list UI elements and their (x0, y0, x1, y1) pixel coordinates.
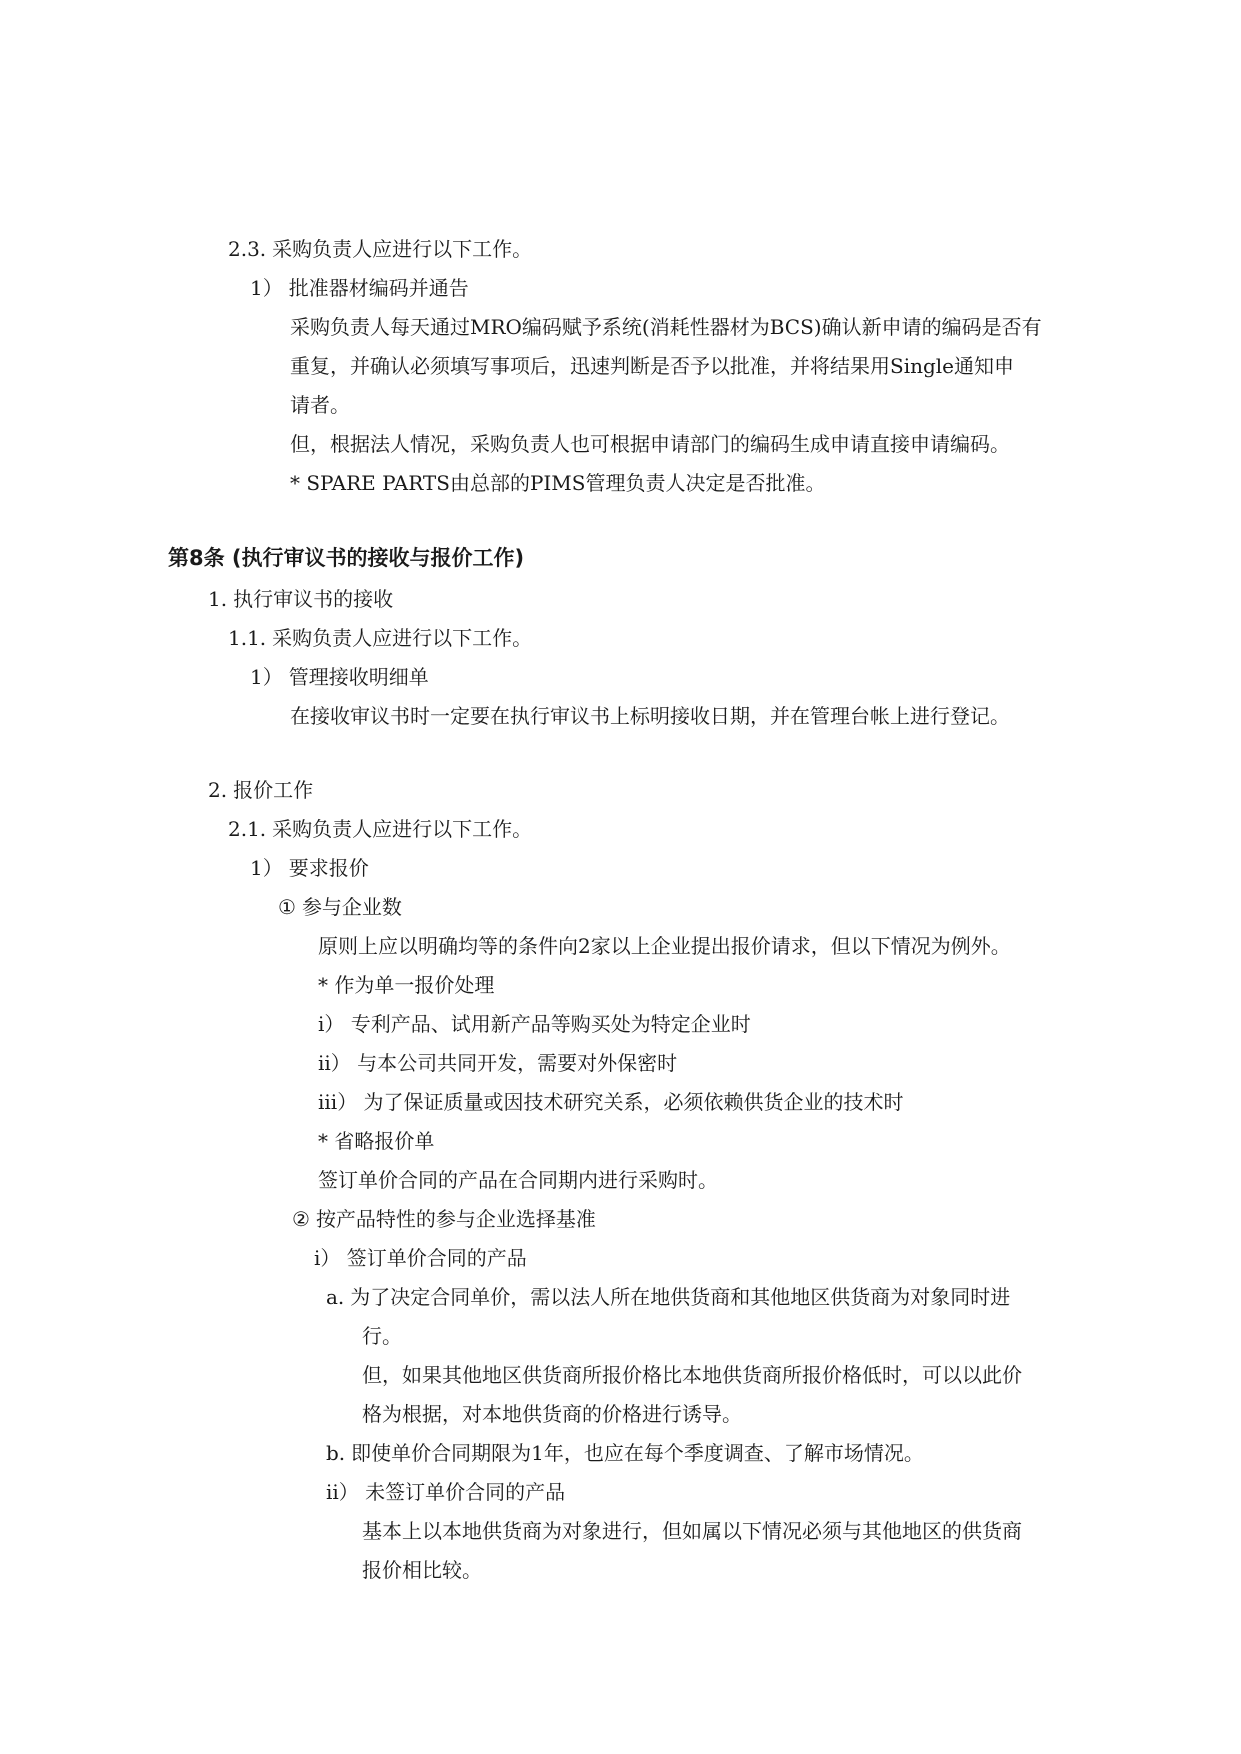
item-number: 1） (250, 856, 283, 880)
paragraph: 请者。 (290, 393, 350, 417)
section-text: 采购负责人应进行以下工作。 (272, 626, 533, 650)
subitem-title: 参与企业数 (301, 895, 402, 919)
heading-1 (208, 587, 393, 611)
section-number: 2.1. (228, 817, 267, 841)
section-number: 1.1. (228, 626, 267, 650)
letter-text: 为了决定合同单价，需以法人所在地供货商和其他地区供货商为对象同时进 (350, 1285, 1011, 1309)
heading-2-1 (228, 817, 532, 841)
section-number: 2.3. (228, 237, 267, 261)
subitem-title: 按产品特性的参与企业选择基准 (315, 1207, 596, 1231)
paragraph: 基本上以本地供货商为对象进行，但如属以下情况必须与其他地区的供货商 (362, 1519, 1022, 1543)
roman-item: i） 签订单价合同的产品 (314, 1246, 527, 1270)
note-single-quote: * 作为单一报价处理 (318, 973, 495, 997)
roman-item: iii） 为了保证质量或因技术研究关系，必须依赖供货企业的技术时 (318, 1090, 904, 1114)
letter-item-a (326, 1285, 1010, 1309)
section-title: 报价工作 (233, 778, 314, 802)
paragraph: 重复，并确认必须填写事项后，迅速判断是否予以批准，并将结果用Single通知申 (290, 354, 1015, 378)
article-8-title: 第8条 (执行审议书的接收与报价工作) (168, 546, 525, 570)
section-title: 执行审议书的接收 (233, 587, 394, 611)
item-title: 批准器材编码并通告 (288, 276, 469, 300)
paragraph: 报价相比较。 (362, 1558, 482, 1582)
heading-1-1 (228, 626, 532, 650)
section-text: 采购负责人应进行以下工作。 (272, 237, 533, 261)
paragraph: 格为根据，对本地供货商的价格进行诱导。 (362, 1402, 742, 1426)
roman-item: ii） 与本公司共同开发，需要对外保密时 (318, 1051, 678, 1075)
section-number: 2. (208, 778, 228, 802)
paragraph: 签订单价合同的产品在合同期内进行采购时。 (318, 1168, 718, 1192)
section-text: 采购负责人应进行以下工作。 (272, 817, 533, 841)
section-number: 1. (208, 587, 228, 611)
heading-2-3 (228, 237, 532, 261)
item-1-request-quote (250, 856, 369, 880)
paragraph: 但，如果其他地区供货商所报价格比本地供货商所报价格低时，可以以此价 (362, 1363, 1022, 1387)
note-spare-parts: * SPARE PARTS由总部的PIMS管理负责人决定是否批准。 (290, 471, 826, 495)
roman-item: i） 专利产品、试用新产品等购买处为特定企业时 (318, 1012, 751, 1036)
item-1-approve-code (250, 276, 469, 300)
circle-number: ② (292, 1207, 310, 1231)
letter-number: b. (326, 1441, 346, 1465)
letter-number: a. (326, 1285, 345, 1309)
letter-item-b (326, 1441, 924, 1465)
subitem-2-selection-criteria (292, 1207, 596, 1231)
note-omit-quote: * 省略报价单 (318, 1129, 435, 1153)
paragraph: 但，根据法人情况，采购负责人也可根据申请部门的编码生成申请直接申请编码。 (290, 432, 1010, 456)
paragraph: 采购负责人每天通过MRO编码赋予系统(消耗性器材为BCS)确认新申请的编码是否有 (290, 315, 1042, 339)
roman-item: ii） 未签订单价合同的产品 (326, 1480, 566, 1504)
subitem-1-participants (278, 895, 402, 919)
circle-number: ① (278, 895, 296, 919)
item-number: 1） (250, 276, 283, 300)
letter-text: 即使单价合同期限为1年，也应在每个季度调查、了解市场情况。 (351, 1441, 924, 1465)
paragraph: 行。 (362, 1324, 402, 1348)
item-title: 要求报价 (288, 856, 369, 880)
item-title: 管理接收明细单 (288, 665, 429, 689)
item-1-manage-receipt (250, 665, 429, 689)
paragraph: 在接收审议书时一定要在执行审议书上标明接收日期，并在管理台帐上进行登记。 (290, 704, 1010, 728)
paragraph: 原则上应以明确均等的条件向2家以上企业提出报价请求，但以下情况为例外。 (318, 934, 1011, 958)
item-number: 1） (250, 665, 283, 689)
heading-2 (208, 778, 313, 802)
